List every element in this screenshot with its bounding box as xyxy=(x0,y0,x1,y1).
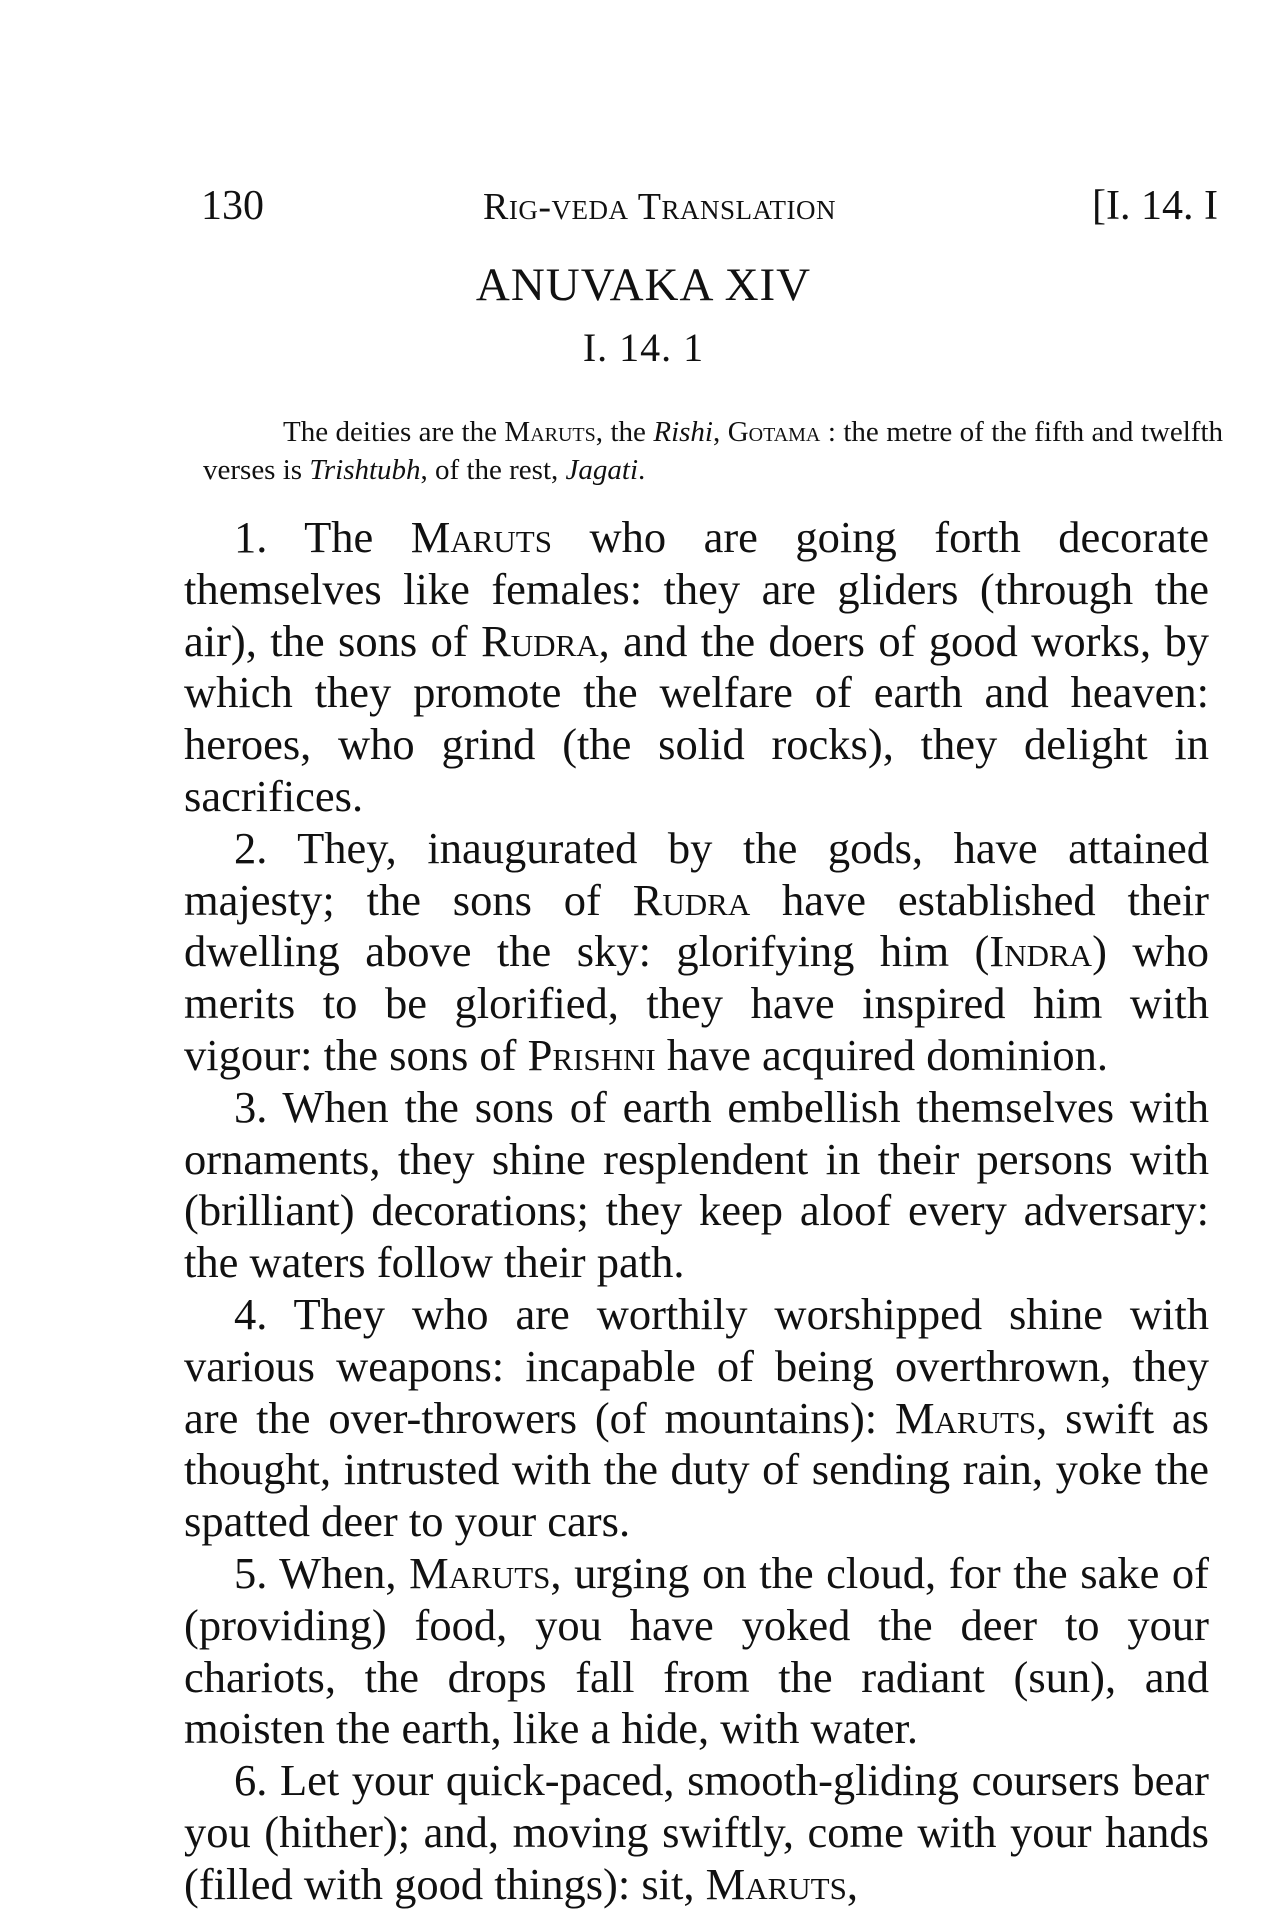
deity-name: Maruts xyxy=(410,512,552,562)
verses xyxy=(184,512,1209,1911)
deity-name: Rudra xyxy=(632,874,751,925)
intro-text: . xyxy=(638,454,646,486)
hymn-introduction xyxy=(203,413,1223,489)
deity-name: Indra xyxy=(989,926,1093,977)
verse-text: have acquired dominion. xyxy=(655,1029,1108,1080)
verse-3 xyxy=(184,1082,1209,1289)
intro-text: , xyxy=(713,416,728,448)
deity-name: Rudra xyxy=(481,615,599,666)
rishi-name: Gotama xyxy=(727,416,821,448)
intro-text: The deities are the xyxy=(283,416,505,448)
deity-name: Maruts xyxy=(504,416,596,448)
intro-text: : the metre of the fifth and twelfth verses is xyxy=(203,416,1224,486)
verse-text: 4. They who are worthily worshipped shine with various weapons: incapable of being overthrown, they are the over-throwers (of mountains): xyxy=(184,1288,1209,1443)
verse-text: 2. They, inaugurated by the gods, have attained majesty; the sons of xyxy=(184,822,1209,925)
verse-text: who are going forth decorate themselves like females: they are gliders (through the air), the sons of xyxy=(184,512,1209,666)
hymn-reference: I. 14. 1 xyxy=(582,325,705,370)
verse-1 xyxy=(184,512,1209,823)
section-reference: [I. 14. I xyxy=(1092,183,1218,229)
verse-6 xyxy=(184,1755,1209,1910)
metre-name: Trishtubh xyxy=(309,454,421,486)
verse-text: 5. When, xyxy=(234,1547,410,1598)
verse-text: , xyxy=(846,1858,858,1909)
verse-2 xyxy=(184,823,1209,1082)
verse-text: have established their dwelling above the sky: glorifying him ( xyxy=(184,874,1210,977)
verse-5 xyxy=(184,1548,1209,1755)
deity-name: Maruts xyxy=(894,1392,1037,1443)
page-header xyxy=(0,182,1287,232)
page-number: 130 xyxy=(201,183,264,229)
intro-text: , the xyxy=(595,416,654,448)
verse-text: , urging on the cloud, for the sake of (providing) food, you have yoked the deer to your chariots, the drops fall from the radiant (sun), and moisten the earth, like a hide, with water. xyxy=(184,1547,1209,1754)
deity-name: Prishni xyxy=(527,1029,656,1080)
verse-text: , swift as thought, intrusted with the duty of sending rain, yoke the spatted deer to your cars. xyxy=(184,1392,1209,1547)
anuvaka-title: ANUVAKA XIV xyxy=(475,259,812,311)
verse-text: 3. When the sons of earth embellish themselves with ornaments, they shine resplendent in their persons with (brilliant) decorations; they keep aloof every adversary: the waters follow their path. xyxy=(184,1081,1209,1288)
deity-name: Maruts xyxy=(409,1547,551,1598)
rishi-label: Rishi xyxy=(653,416,713,448)
verse-text: 6. Let your quick-paced, smooth-gliding coursers bear you (hither); and, moving swiftly, come with your hands (filled with good things): sit, xyxy=(184,1755,1209,1909)
deity-name: Maruts xyxy=(705,1858,847,1909)
verse-text: 1. The xyxy=(234,512,411,562)
verse-4 xyxy=(184,1289,1209,1548)
verse-text: , and the doers of good works, by which they promote the welfare of earth and heaven: heroes, who grind (the solid rocks), they delight in sacrifices. xyxy=(184,615,1209,821)
metre-name: Jagati xyxy=(565,454,639,486)
running-title: Rig-veda Translation xyxy=(483,186,837,228)
intro-text: , of the rest, xyxy=(420,454,566,486)
verse-text: ) who merits to be glorified, they have inspired him with vigour: the sons of xyxy=(184,926,1209,1080)
